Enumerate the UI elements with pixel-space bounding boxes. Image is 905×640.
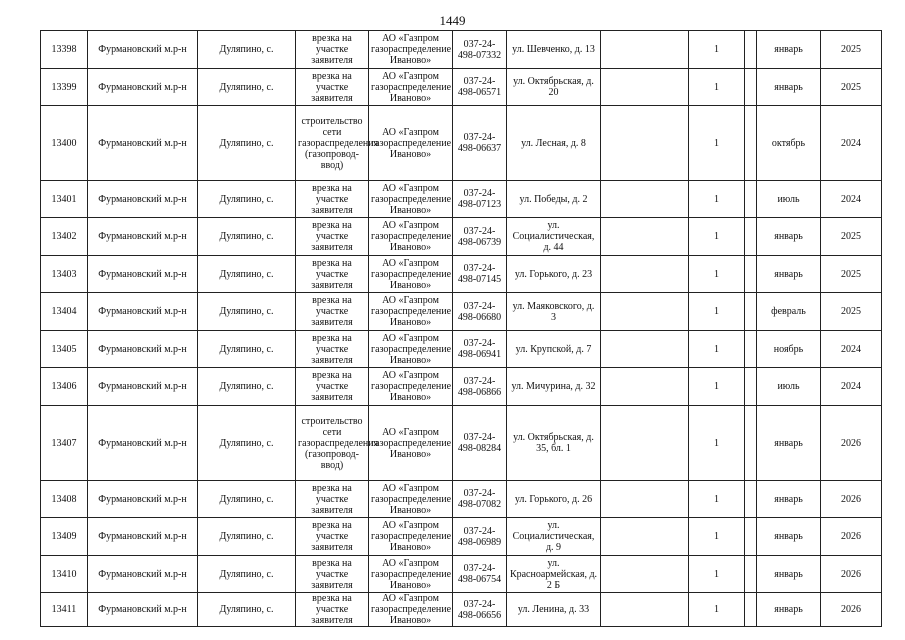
month-cell: январь bbox=[757, 406, 821, 481]
district-cell: Фурмановский м.р-н bbox=[88, 556, 198, 593]
empty-cell bbox=[745, 106, 757, 181]
year-cell: 2024 bbox=[821, 181, 882, 218]
table-row bbox=[41, 106, 882, 181]
work-type-cell: врезка на участке заявителя bbox=[296, 218, 369, 256]
count-cell: 1 bbox=[689, 368, 745, 406]
application-code-cell: 037-24-498-06656 bbox=[453, 593, 507, 627]
district-cell: Фурмановский м.р-н bbox=[88, 368, 198, 406]
empty-cell bbox=[745, 481, 757, 518]
work-type-cell: врезка на участке заявителя bbox=[296, 31, 369, 69]
count-cell: 1 bbox=[689, 293, 745, 331]
locality-cell: Дуляпино, с. bbox=[198, 181, 296, 218]
empty-cell bbox=[745, 556, 757, 593]
work-type-cell: врезка на участке заявителя bbox=[296, 481, 369, 518]
application-code-cell: 037-24-498-06739 bbox=[453, 218, 507, 256]
application-code-cell: 037-24-498-06989 bbox=[453, 518, 507, 556]
table-row bbox=[41, 331, 882, 368]
address-cell: ул. Ленина, д. 33 bbox=[507, 593, 601, 627]
district-cell: Фурмановский м.р-н bbox=[88, 181, 198, 218]
count-cell: 1 bbox=[689, 481, 745, 518]
work-type-cell: врезка на участке заявителя bbox=[296, 518, 369, 556]
address-cell: ул. Социалистическая, д. 44 bbox=[507, 218, 601, 256]
work-type-cell: врезка на участке заявителя bbox=[296, 368, 369, 406]
locality-cell: Дуляпино, с. bbox=[198, 218, 296, 256]
count-cell: 1 bbox=[689, 256, 745, 293]
district-cell: Фурмановский м.р-н bbox=[88, 518, 198, 556]
work-type-cell: врезка на участке заявителя bbox=[296, 593, 369, 627]
district-cell: Фурмановский м.р-н bbox=[88, 293, 198, 331]
table-row bbox=[41, 406, 882, 481]
organization-cell: АО «Газпром газораспределение Иваново» bbox=[369, 31, 453, 69]
address-cell: ул. Крупской, д. 7 bbox=[507, 331, 601, 368]
empty-cell bbox=[601, 256, 689, 293]
month-cell: февраль bbox=[757, 293, 821, 331]
year-cell: 2025 bbox=[821, 293, 882, 331]
locality-cell: Дуляпино, с. bbox=[198, 518, 296, 556]
work-type-cell: врезка на участке заявителя bbox=[296, 293, 369, 331]
address-cell: ул. Горького, д. 26 bbox=[507, 481, 601, 518]
empty-cell bbox=[601, 293, 689, 331]
month-cell: январь bbox=[757, 518, 821, 556]
year-cell: 2025 bbox=[821, 31, 882, 69]
row-number: 13403 bbox=[41, 256, 88, 293]
locality-cell: Дуляпино, с. bbox=[198, 31, 296, 69]
empty-cell bbox=[601, 181, 689, 218]
organization-cell: АО «Газпром газораспределение Иваново» bbox=[369, 481, 453, 518]
empty-cell bbox=[745, 406, 757, 481]
organization-cell: АО «Газпром газораспределение Иваново» bbox=[369, 331, 453, 368]
district-cell: Фурмановский м.р-н bbox=[88, 106, 198, 181]
table-row bbox=[41, 481, 882, 518]
locality-cell: Дуляпино, с. bbox=[198, 368, 296, 406]
empty-cell bbox=[601, 331, 689, 368]
work-type-cell: врезка на участке заявителя bbox=[296, 69, 369, 106]
empty-cell bbox=[745, 31, 757, 69]
application-code-cell: 037-24-498-07082 bbox=[453, 481, 507, 518]
table-row bbox=[41, 293, 882, 331]
work-type-cell: врезка на участке заявителя bbox=[296, 331, 369, 368]
table-row bbox=[41, 69, 882, 106]
month-cell: июль bbox=[757, 368, 821, 406]
application-code-cell: 037-24-498-06571 bbox=[453, 69, 507, 106]
table-body bbox=[41, 31, 882, 627]
empty-cell bbox=[745, 256, 757, 293]
month-cell: январь bbox=[757, 256, 821, 293]
count-cell: 1 bbox=[689, 406, 745, 481]
table-row bbox=[41, 593, 882, 627]
locality-cell: Дуляпино, с. bbox=[198, 256, 296, 293]
work-type-cell: врезка на участке заявителя bbox=[296, 256, 369, 293]
empty-cell bbox=[601, 481, 689, 518]
district-cell: Фурмановский м.р-н bbox=[88, 69, 198, 106]
month-cell: январь bbox=[757, 593, 821, 627]
locality-cell: Дуляпино, с. bbox=[198, 293, 296, 331]
year-cell: 2026 bbox=[821, 593, 882, 627]
work-type-cell: строительство сети газораспределения (газопровод-ввод) bbox=[296, 406, 369, 481]
year-cell: 2026 bbox=[821, 481, 882, 518]
year-cell: 2025 bbox=[821, 218, 882, 256]
month-cell: январь bbox=[757, 481, 821, 518]
locality-cell: Дуляпино, с. bbox=[198, 331, 296, 368]
empty-cell bbox=[601, 593, 689, 627]
count-cell: 1 bbox=[689, 31, 745, 69]
connections-table bbox=[40, 30, 882, 627]
empty-cell bbox=[745, 331, 757, 368]
district-cell: Фурмановский м.р-н bbox=[88, 31, 198, 69]
address-cell: ул. Шевченко, д. 13 bbox=[507, 31, 601, 69]
row-number: 13406 bbox=[41, 368, 88, 406]
district-cell: Фурмановский м.р-н bbox=[88, 593, 198, 627]
empty-cell bbox=[601, 218, 689, 256]
row-number: 13399 bbox=[41, 69, 88, 106]
address-cell: ул. Социалистическая, д. 9 bbox=[507, 518, 601, 556]
row-number: 13409 bbox=[41, 518, 88, 556]
row-number: 13411 bbox=[41, 593, 88, 627]
row-number: 13400 bbox=[41, 106, 88, 181]
year-cell: 2025 bbox=[821, 69, 882, 106]
organization-cell: АО «Газпром газораспределение Иваново» bbox=[369, 293, 453, 331]
application-code-cell: 037-24-498-06680 bbox=[453, 293, 507, 331]
organization-cell: АО «Газпром газораспределение Иваново» bbox=[369, 406, 453, 481]
count-cell: 1 bbox=[689, 69, 745, 106]
address-cell: ул. Победы, д. 2 bbox=[507, 181, 601, 218]
page-number: 1449 bbox=[439, 13, 466, 28]
application-code-cell: 037-24-498-07332 bbox=[453, 31, 507, 69]
empty-cell bbox=[745, 293, 757, 331]
month-cell: январь bbox=[757, 218, 821, 256]
table-row bbox=[41, 518, 882, 556]
application-code-cell: 037-24-498-06637 bbox=[453, 106, 507, 181]
empty-cell bbox=[745, 181, 757, 218]
table-row bbox=[41, 368, 882, 406]
locality-cell: Дуляпино, с. bbox=[198, 556, 296, 593]
address-cell: ул. Октябрьская, д. 35, бл. 1 bbox=[507, 406, 601, 481]
empty-cell bbox=[601, 556, 689, 593]
month-cell: октябрь bbox=[757, 106, 821, 181]
month-cell: ноябрь bbox=[757, 331, 821, 368]
row-number: 13402 bbox=[41, 218, 88, 256]
count-cell: 1 bbox=[689, 518, 745, 556]
empty-cell bbox=[601, 406, 689, 481]
empty-cell bbox=[601, 518, 689, 556]
address-cell: ул. Маяковского, д. 3 bbox=[507, 293, 601, 331]
empty-cell bbox=[601, 368, 689, 406]
address-cell: ул. Горького, д. 23 bbox=[507, 256, 601, 293]
work-type-cell: врезка на участке заявителя bbox=[296, 181, 369, 218]
row-number: 13404 bbox=[41, 293, 88, 331]
locality-cell: Дуляпино, с. bbox=[198, 69, 296, 106]
district-cell: Фурмановский м.р-н bbox=[88, 218, 198, 256]
application-code-cell: 037-24-498-06754 bbox=[453, 556, 507, 593]
year-cell: 2026 bbox=[821, 518, 882, 556]
locality-cell: Дуляпино, с. bbox=[198, 406, 296, 481]
empty-cell bbox=[745, 518, 757, 556]
row-number: 13407 bbox=[41, 406, 88, 481]
row-number: 13408 bbox=[41, 481, 88, 518]
organization-cell: АО «Газпром газораспределение Иваново» bbox=[369, 218, 453, 256]
application-code-cell: 037-24-498-06866 bbox=[453, 368, 507, 406]
empty-cell bbox=[601, 69, 689, 106]
count-cell: 1 bbox=[689, 593, 745, 627]
table-row bbox=[41, 256, 882, 293]
month-cell: январь bbox=[757, 31, 821, 69]
row-number: 13401 bbox=[41, 181, 88, 218]
application-code-cell: 037-24-498-08284 bbox=[453, 406, 507, 481]
count-cell: 1 bbox=[689, 331, 745, 368]
organization-cell: АО «Газпром газораспределение Иваново» bbox=[369, 181, 453, 218]
organization-cell: АО «Газпром газораспределение Иваново» bbox=[369, 256, 453, 293]
locality-cell: Дуляпино, с. bbox=[198, 593, 296, 627]
application-code-cell: 037-24-498-07145 bbox=[453, 256, 507, 293]
district-cell: Фурмановский м.р-н bbox=[88, 331, 198, 368]
work-type-cell: строительство сети газораспределения (газопровод-ввод) bbox=[296, 106, 369, 181]
year-cell: 2026 bbox=[821, 556, 882, 593]
month-cell: июль bbox=[757, 181, 821, 218]
organization-cell: АО «Газпром газораспределение Иваново» bbox=[369, 368, 453, 406]
address-cell: ул. Октябрьская, д. 20 bbox=[507, 69, 601, 106]
row-number: 13398 bbox=[41, 31, 88, 69]
organization-cell: АО «Газпром газораспределение Иваново» bbox=[369, 106, 453, 181]
empty-cell bbox=[745, 69, 757, 106]
year-cell: 2024 bbox=[821, 331, 882, 368]
year-cell: 2026 bbox=[821, 406, 882, 481]
count-cell: 1 bbox=[689, 106, 745, 181]
address-cell: ул. Мичурина, д. 32 bbox=[507, 368, 601, 406]
row-number: 13410 bbox=[41, 556, 88, 593]
empty-cell bbox=[601, 106, 689, 181]
count-cell: 1 bbox=[689, 218, 745, 256]
empty-cell bbox=[745, 368, 757, 406]
organization-cell: АО «Газпром газораспределение Иваново» bbox=[369, 69, 453, 106]
district-cell: Фурмановский м.р-н bbox=[88, 256, 198, 293]
empty-cell bbox=[745, 218, 757, 256]
application-code-cell: 037-24-498-07123 bbox=[453, 181, 507, 218]
table-row bbox=[41, 181, 882, 218]
empty-cell bbox=[601, 31, 689, 69]
table-row bbox=[41, 31, 882, 69]
count-cell: 1 bbox=[689, 181, 745, 218]
organization-cell: АО «Газпром газораспределение Иваново» bbox=[369, 593, 453, 627]
organization-cell: АО «Газпром газораспределение Иваново» bbox=[369, 518, 453, 556]
district-cell: Фурмановский м.р-н bbox=[88, 406, 198, 481]
month-cell: январь bbox=[757, 69, 821, 106]
table-row bbox=[41, 218, 882, 256]
locality-cell: Дуляпино, с. bbox=[198, 481, 296, 518]
month-cell: январь bbox=[757, 556, 821, 593]
work-type-cell: врезка на участке заявителя bbox=[296, 556, 369, 593]
empty-cell bbox=[745, 593, 757, 627]
organization-cell: АО «Газпром газораспределение Иваново» bbox=[369, 556, 453, 593]
year-cell: 2025 bbox=[821, 256, 882, 293]
year-cell: 2024 bbox=[821, 368, 882, 406]
table-row bbox=[41, 556, 882, 593]
application-code-cell: 037-24-498-06941 bbox=[453, 331, 507, 368]
address-cell: ул. Красноармейская, д. 2 Б bbox=[507, 556, 601, 593]
locality-cell: Дуляпино, с. bbox=[198, 106, 296, 181]
count-cell: 1 bbox=[689, 556, 745, 593]
row-number: 13405 bbox=[41, 331, 88, 368]
address-cell: ул. Лесная, д. 8 bbox=[507, 106, 601, 181]
year-cell: 2024 bbox=[821, 106, 882, 181]
district-cell: Фурмановский м.р-н bbox=[88, 481, 198, 518]
